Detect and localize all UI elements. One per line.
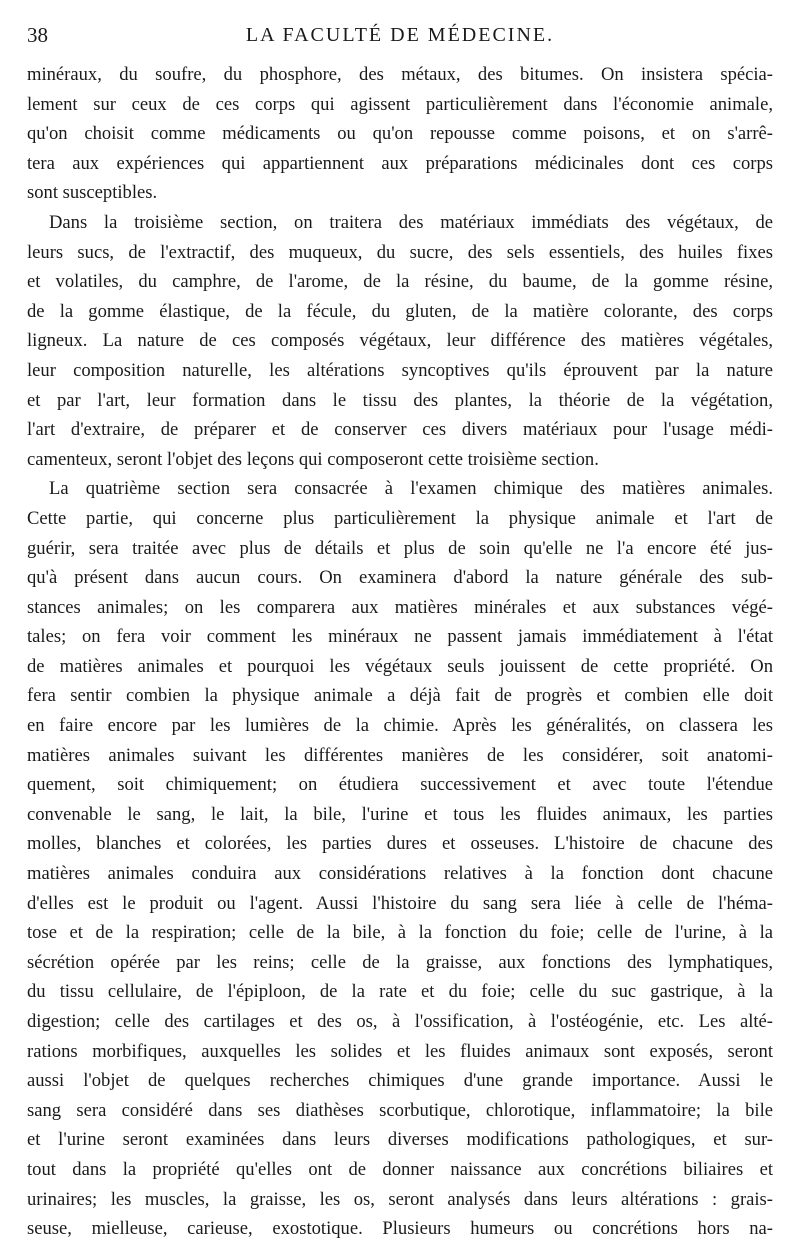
text-line: seuse, mielleuse, carieuse, exostotique. Plusieurs humeurs ou concrétions hors na- (27, 1218, 773, 1240)
text-line: matières animales suivant les différentes manières de les considérer, soit anatomi- (27, 744, 773, 766)
document-page (27, 20, 773, 1244)
text-line: stances animales; on les comparera aux matières minérales et aux substances végé- (27, 596, 773, 618)
running-head (27, 20, 773, 60)
text-line: leurs sucs, de l'extractif, des muqueux, du sucre, des sels essentiels, des huiles fixes (27, 241, 773, 263)
text-line: et l'urine seront examinées dans leurs diverses modifications pathologiques, et sur- (27, 1129, 773, 1151)
text-line: sécrétion opérée par les reins; celle de la graisse, aux fonctions des lymphatiques, (27, 951, 773, 973)
text-line: sang sera considéré dans ses diathèses scorbutique, chlorotique, inflammatoire; la bile (27, 1099, 773, 1121)
text-line: fera sentir combien la physique animale a déjà fait de progrès et combien elle doit (27, 685, 773, 707)
text-line: Dans la troisième section, on traitera des matériaux immédiats des végétaux, de (49, 211, 773, 233)
text-line: qu'à présent dans aucun cours. On examinera d'abord la nature générale des sub- (27, 567, 773, 589)
text-line: d'elles est le produit ou l'agent. Aussi l'histoire du sang sera liée à celle de l'héma- (27, 892, 773, 914)
text-line: lement sur ceux de ces corps qui agissent particulièrement dans l'économie animale, (27, 93, 773, 115)
text-line: de la gomme élastique, de la fécule, du gluten, de la matière colorante, des corps (27, 300, 773, 322)
text-line: urinaires; les muscles, la graisse, les os, seront analysés dans leurs altérations : grais- (27, 1188, 773, 1210)
text-line: ligneux. La nature de ces composés végétaux, leur différence des matières végétales, (27, 330, 773, 352)
text-line: et par l'art, leur formation dans le tissu des plantes, la théorie de la végétation, (27, 389, 773, 411)
text-line: convenable le sang, le lait, la bile, l'urine et tous les fluides animaux, les parties (27, 803, 773, 825)
text-line: tales; on fera voir comment les minéraux ne passent jamais immédiatement à l'état (27, 626, 773, 648)
running-title: LA FACULTÉ DE MÉDECINE. (245, 24, 555, 46)
text-line: tout dans la propriété qu'elles ont de donner naissance aux concrétions biliaires et (27, 1158, 773, 1180)
text-line: digestion; celle des cartilages et des os, à l'ossification, à l'ostéogénie, etc. Les alté- (27, 1011, 773, 1032)
body-text (27, 60, 773, 1244)
text-line: minéraux, du soufre, du phosphore, des métaux, des bitumes. On insistera spécia- (27, 64, 773, 85)
text-line: quement, soit chimiquement; on étudiera successivement et avec toute l'étendue (27, 774, 773, 796)
text-line: du tissu cellulaire, de l'épiploon, de la rate et du foie; celle du suc gastrique, à la (27, 981, 773, 1003)
page-number: 38 (27, 23, 48, 47)
text-line: rations morbifiques, auxquelles les solides et les fluides animaux sont exposés, seront (27, 1040, 773, 1062)
text-line: tera aux expériences qui appartiennent aux préparations médicinales dont ces corps (27, 152, 773, 174)
text-line: La quatrième section sera consacrée à l'examen chimique des matières animales. (49, 478, 773, 500)
text-line: molles, blanches et colorées, les parties dures et osseuses. L'histoire de chacune des (27, 833, 773, 855)
text-line: camenteux, seront l'objet des leçons qui composeront cette troisième section. (27, 448, 599, 470)
text-line: en faire encore par les lumières de la chimie. Après les généralités, on classera les (27, 715, 773, 737)
text-line: aussi l'objet de quelques recherches chimiques d'une grande importance. Aussi le (27, 1070, 773, 1092)
text-line: de matières animales et pourquoi les végétaux seuls jouissent de cette propriété. On (27, 655, 773, 677)
text-line: l'art d'extraire, de préparer et de conserver ces divers matériaux pour l'usage médi- (27, 419, 773, 441)
text-line: matières animales conduira aux considérations relatives à la fonction dont chacune (27, 863, 773, 885)
text-line: leur composition naturelle, les altérations syncoptives qu'ils éprouvent par la nature (27, 359, 773, 381)
text-line: sont susceptibles. (27, 182, 158, 204)
text-line: tose et de la respiration; celle de la bile, à la fonction du foie; celle de l'urine, à la (27, 922, 773, 944)
text-line: guérir, sera traitée avec plus de détails et plus de soin qu'elle ne l'a encore été jus- (27, 537, 773, 559)
text-line: Cette partie, qui concerne plus particulièrement la physique animale et l'art de (27, 507, 773, 529)
text-line: et volatiles, du camphre, de l'arome, de la résine, du baume, de la gomme résine, (27, 271, 773, 293)
text-line: qu'on choisit comme médicaments ou qu'on repousse comme poisons, et on s'arrê- (27, 123, 773, 145)
